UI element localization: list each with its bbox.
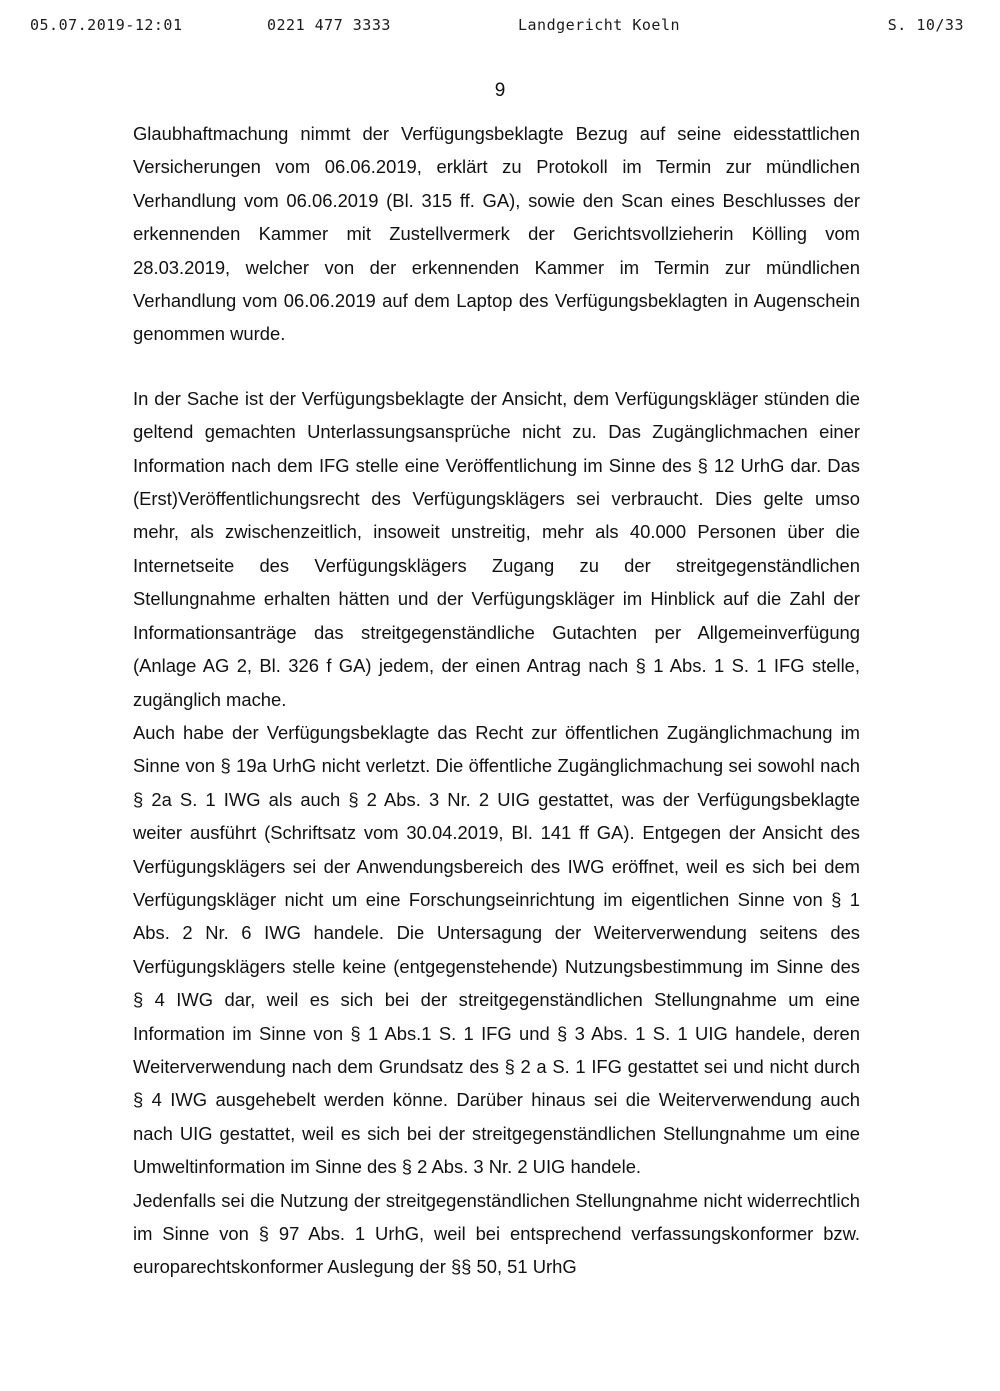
paragraph: Jedenfalls sei die Nutzung der streitgegenständlichen Stellungnahme nicht widerrechtlich im Sinne von § 97 Abs. 1 UrhG, weil bei entsprechend verfassungskonformer bzw. europarechtskonformer Auslegung der §§ 50, 51 UrhG bbox=[133, 1189, 860, 1278]
fax-datetime: 05.07.2019-12:01 bbox=[30, 16, 183, 34]
paragraph: Auch habe der Verfügungsbeklagte das Recht zur öffentlichen Zugänglichmachung im Sinne von § 19a UrhG nicht verletzt. Die öffentliche Zugänglichmachung sei sowohl nach § 2a S. 1 IWG als auch § 2 Abs. 3 Nr. 2 UIG gestattet, was der Verfügungsbeklagte weiter ausführt (Schriftsatz vom 30.04.2019, Bl. 141 ff GA). Entgegen der Ansicht des Verfügungsklägers sei der Anwendungsbereich des IWG eröffnet, weil es sich bei dem Verfügungskläger nicht um eine Forschungseinrichtung im eigentlichen Sinne von § 1 Abs. 2 Nr. 6 IWG handele. Die Untersagung der Weiterverwendung seitens des Verfügungsklägers stelle keine (entgegenstehende) Nutzungsbestimmung im Sinne des § 4 IWG dar, weil es sich bei der streitgegenständlichen Stellungnahme um eine Information im Sinne von § 1 Abs.1 S. 1 IFG und § 3 Abs. 1 S. 1 UIG handele, deren Weiterverwendung nach dem Grundsatz des § 2 a S. 1 IFG gestattet sei und nicht durch § 4 IWG ausgehebelt werden könne. Darüber hinaus sei die Weiterverwendung auch nach UIG gestattet, weil es sich bei der streitgegenständlichen Stellungnahme um eine Umweltinformation im Sinne des § 2 Abs. 3 Nr. 2 UIG handele. bbox=[133, 721, 860, 1178]
document-body bbox=[133, 117, 860, 1284]
page-number: 9 bbox=[494, 80, 506, 101]
fax-page-count: S. 10/33 bbox=[887, 16, 964, 34]
paragraph: Glaubhaftmachung nimmt der Verfügungsbeklagte Bezug auf seine eidesstattlichen Versicherungen vom 06.06.2019, erklärt zu Protokoll im Termin zur mündlichen Verhandlung vom 06.06.2019 (Bl. 315 ff. GA), sowie den Scan eines Beschlusses der erkennenden Kammer mit Zustellvermerk der Gerichtsvollzieherin Kölling vom 28.03.2019, welcher von der erkennenden Kammer im Termin zur mündlichen Verhandlung vom 06.06.2019 auf dem Laptop des Verfügungsbeklagten in Augenschein genommen wurde. bbox=[133, 123, 860, 345]
fax-sender: Landgericht Koeln bbox=[518, 16, 681, 34]
fax-phone-number: 0221 477 3333 bbox=[267, 16, 391, 34]
fax-header bbox=[30, 16, 964, 40]
paragraph: In der Sache ist der Verfügungsbeklagte der Ansicht, dem Verfügungskläger stünden die geltend gemachten Unterlassungsansprüche nicht zu. Das Zugänglichmachen einer Information nach dem IFG stelle eine Veröffentlichung im Sinne des § 12 UrhG dar. Das (Erst)Veröffentlichungsrecht des Verfügungsklägers sei verbraucht. Dies gelte umso mehr, als zwischenzeitlich, insoweit unstreitig, mehr als 40.000 Personen über die Internetseite des Verfügungsklägers Zugang zu der streitgegenständlichen Stellungnahme erhalten hätten und der Verfügungskläger im Hinblick auf die Zahl der Informationsanträge das streitgegenständliche Gutachten per Allgemeinverfügung (Anlage AG 2, Bl. 326 f GA) jedem, der einen Antrag nach § 1 Abs. 1 S. 1 IFG stelle, zugänglich mache. bbox=[133, 387, 860, 710]
